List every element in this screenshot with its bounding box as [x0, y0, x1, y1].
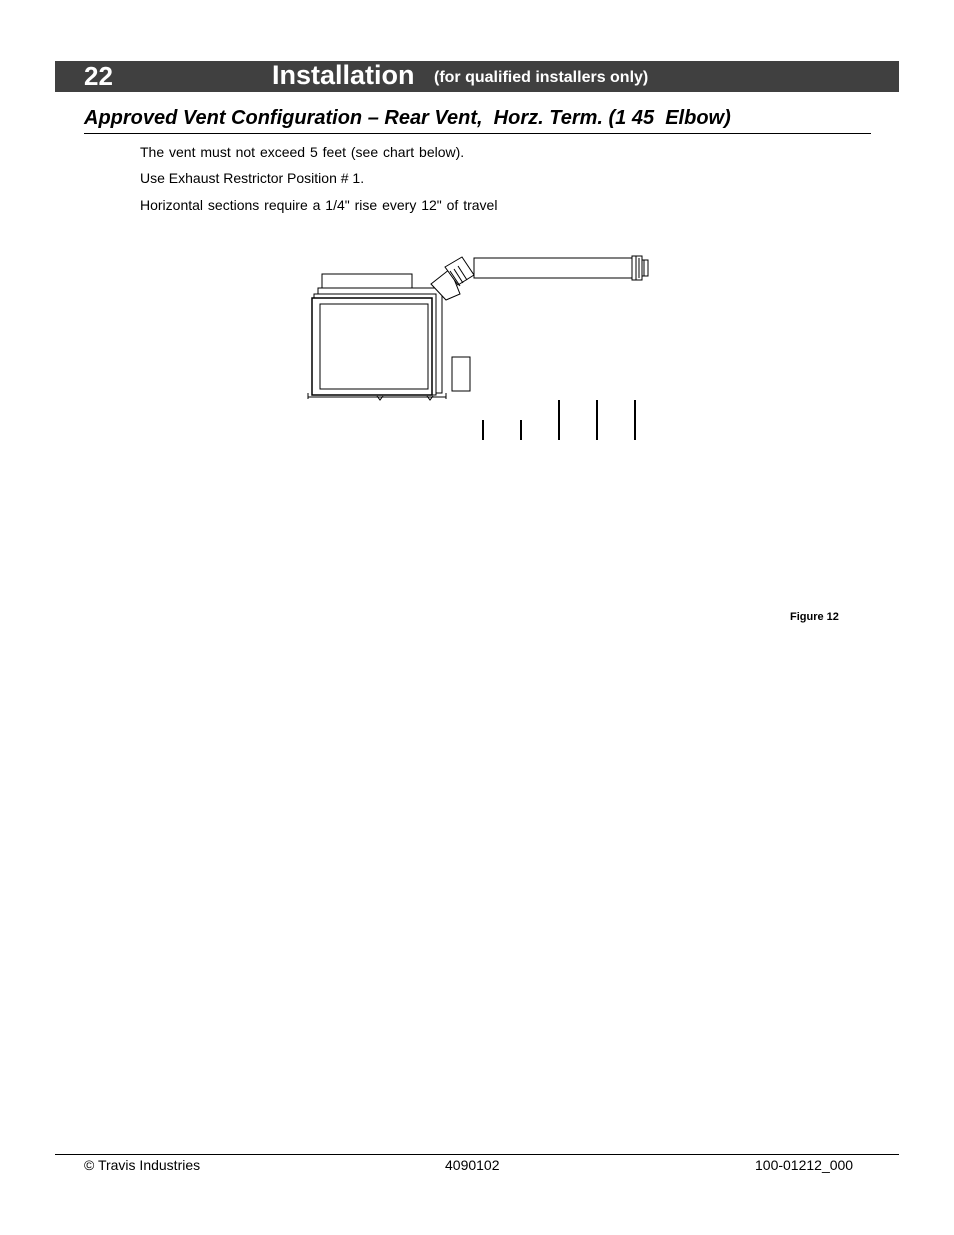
- section-heading: Approved Vent Configuration – Rear Vent, Horz. Term. (1 45 Elbow): [84, 107, 731, 129]
- page-number: 22: [84, 61, 113, 91]
- header-title: Installation: [272, 60, 415, 90]
- instruction-line: Use Exhaust Restrictor Position # 1.: [140, 170, 365, 186]
- fireplace-glass: [320, 304, 428, 389]
- header-bar: [55, 61, 899, 92]
- footer-copyright: © Travis Industries: [84, 1157, 201, 1173]
- instruction-line: Horizontal sections require a 1/4" rise every 12" of travel: [140, 197, 498, 213]
- instruction-line: The vent must not exceed 5 feet (see chart below).: [140, 144, 465, 160]
- termination-cap: [632, 256, 642, 280]
- footer-document-number: 4090102: [445, 1157, 500, 1173]
- horizontal-vent-pipe: [474, 258, 632, 278]
- figure-caption: Figure 12: [790, 611, 839, 623]
- fireplace-side-box: [452, 357, 470, 391]
- footer-part-number: 100-01212_000: [755, 1157, 854, 1173]
- header-subtitle: (for qualified installers only): [434, 69, 649, 86]
- footer-rule: [55, 1154, 899, 1155]
- vent-configuration-diagram: [300, 245, 660, 450]
- heading-rule: [84, 133, 871, 134]
- fireplace-top-box: [322, 274, 412, 288]
